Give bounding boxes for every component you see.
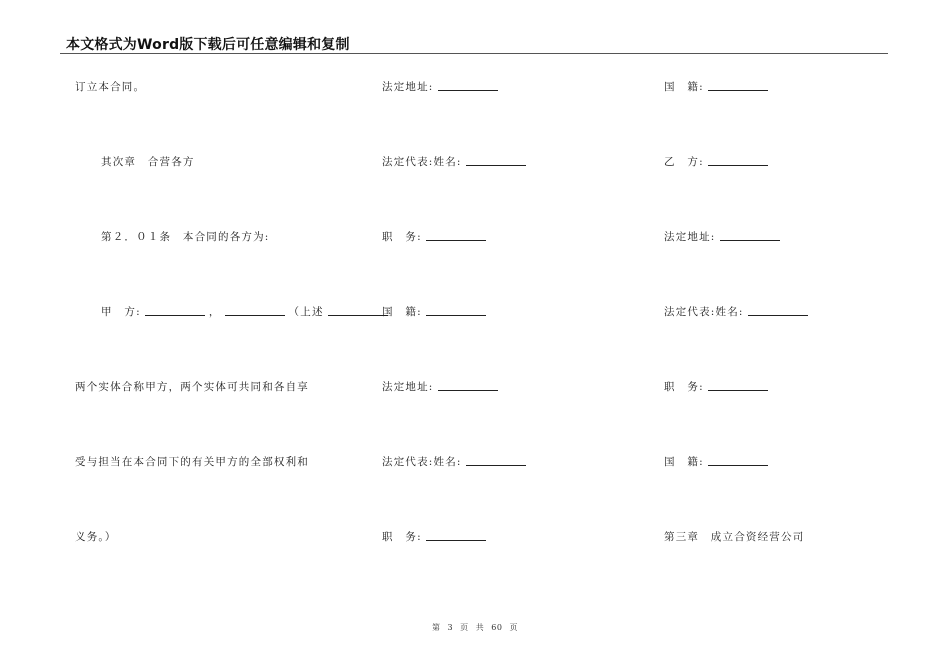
line-text: 其次章 合营各方 [101,156,195,168]
fill-in-blank [466,455,526,466]
line-text: 第２．０１条 本合同的各方为: [101,231,270,243]
text-line [75,455,309,469]
line-text: 两个实体合称甲方，两个实体可共同和各自享 [75,381,309,393]
line-text: 法定地址: [382,81,434,93]
fill-in-blank [426,305,486,316]
line-text: 乙 方: [664,156,704,168]
line-text: 法定代表:姓名: [664,306,744,318]
fill-in-blank [426,230,486,241]
fill-in-blank [426,530,486,541]
line-text: 国 籍: [664,81,704,93]
fill-in-blank [225,305,285,316]
page-footer [0,622,950,633]
footer-page-number: 3 [447,623,454,632]
text-line [664,80,768,94]
fill-in-blank [708,455,768,466]
line-text: 第三章 成立合资经营公司 [664,531,805,543]
line-text: 国 籍: [382,306,422,318]
footer-page-word: 页 [460,623,469,632]
text-line [75,80,145,94]
fill-in-blank [748,305,808,316]
fill-in-blank [438,380,498,391]
header-divider [60,53,888,54]
text-line [382,230,486,244]
line-text: 国 籍: [664,456,704,468]
line-text: 受与担当在本合同下的有关甲方的全部权利和 [75,456,309,468]
text-line [664,155,768,169]
text-line [382,305,486,319]
text-line [382,455,526,469]
text-line [664,305,808,319]
text-line [75,305,388,319]
document-header-title: 本文格式为Word版下载后可任意编辑和复制 [66,37,350,53]
footer-suffix: 页 [509,623,518,632]
footer-prefix: 第 [431,623,441,632]
line-text: 职 务: [664,381,704,393]
text-line [382,155,526,169]
line-text: 法定代表:姓名: [382,156,462,168]
text-line [664,380,768,394]
blank-separator: （上述 [288,306,324,318]
text-line [75,530,117,544]
fill-in-blank [438,80,498,91]
text-line [664,455,768,469]
line-text: 甲 方: [101,306,141,318]
fill-in-blank [466,155,526,166]
fill-in-blank [328,305,388,316]
text-line [75,380,309,394]
text-line [664,230,780,244]
line-text: 订立本合同。 [75,81,146,93]
footer-total-pages: 60 [491,623,503,632]
text-line [75,230,270,244]
line-text: 法定地址: [664,231,716,243]
text-line [75,155,195,169]
fill-in-blank [708,155,768,166]
text-line [382,80,498,94]
fill-in-blank [720,230,780,241]
fill-in-blank [708,80,768,91]
text-line [382,380,498,394]
blank-separator: ， [208,306,221,318]
line-text: 职 务: [382,531,422,543]
text-line [664,530,804,544]
line-text: 职 务: [382,231,422,243]
line-text: 义务。） [75,531,117,543]
fill-in-blank [708,380,768,391]
line-text: 法定地址: [382,381,434,393]
line-text: 法定代表:姓名: [382,456,462,468]
footer-total-word: 共 [475,623,485,632]
text-line [382,530,486,544]
fill-in-blank [145,305,205,316]
